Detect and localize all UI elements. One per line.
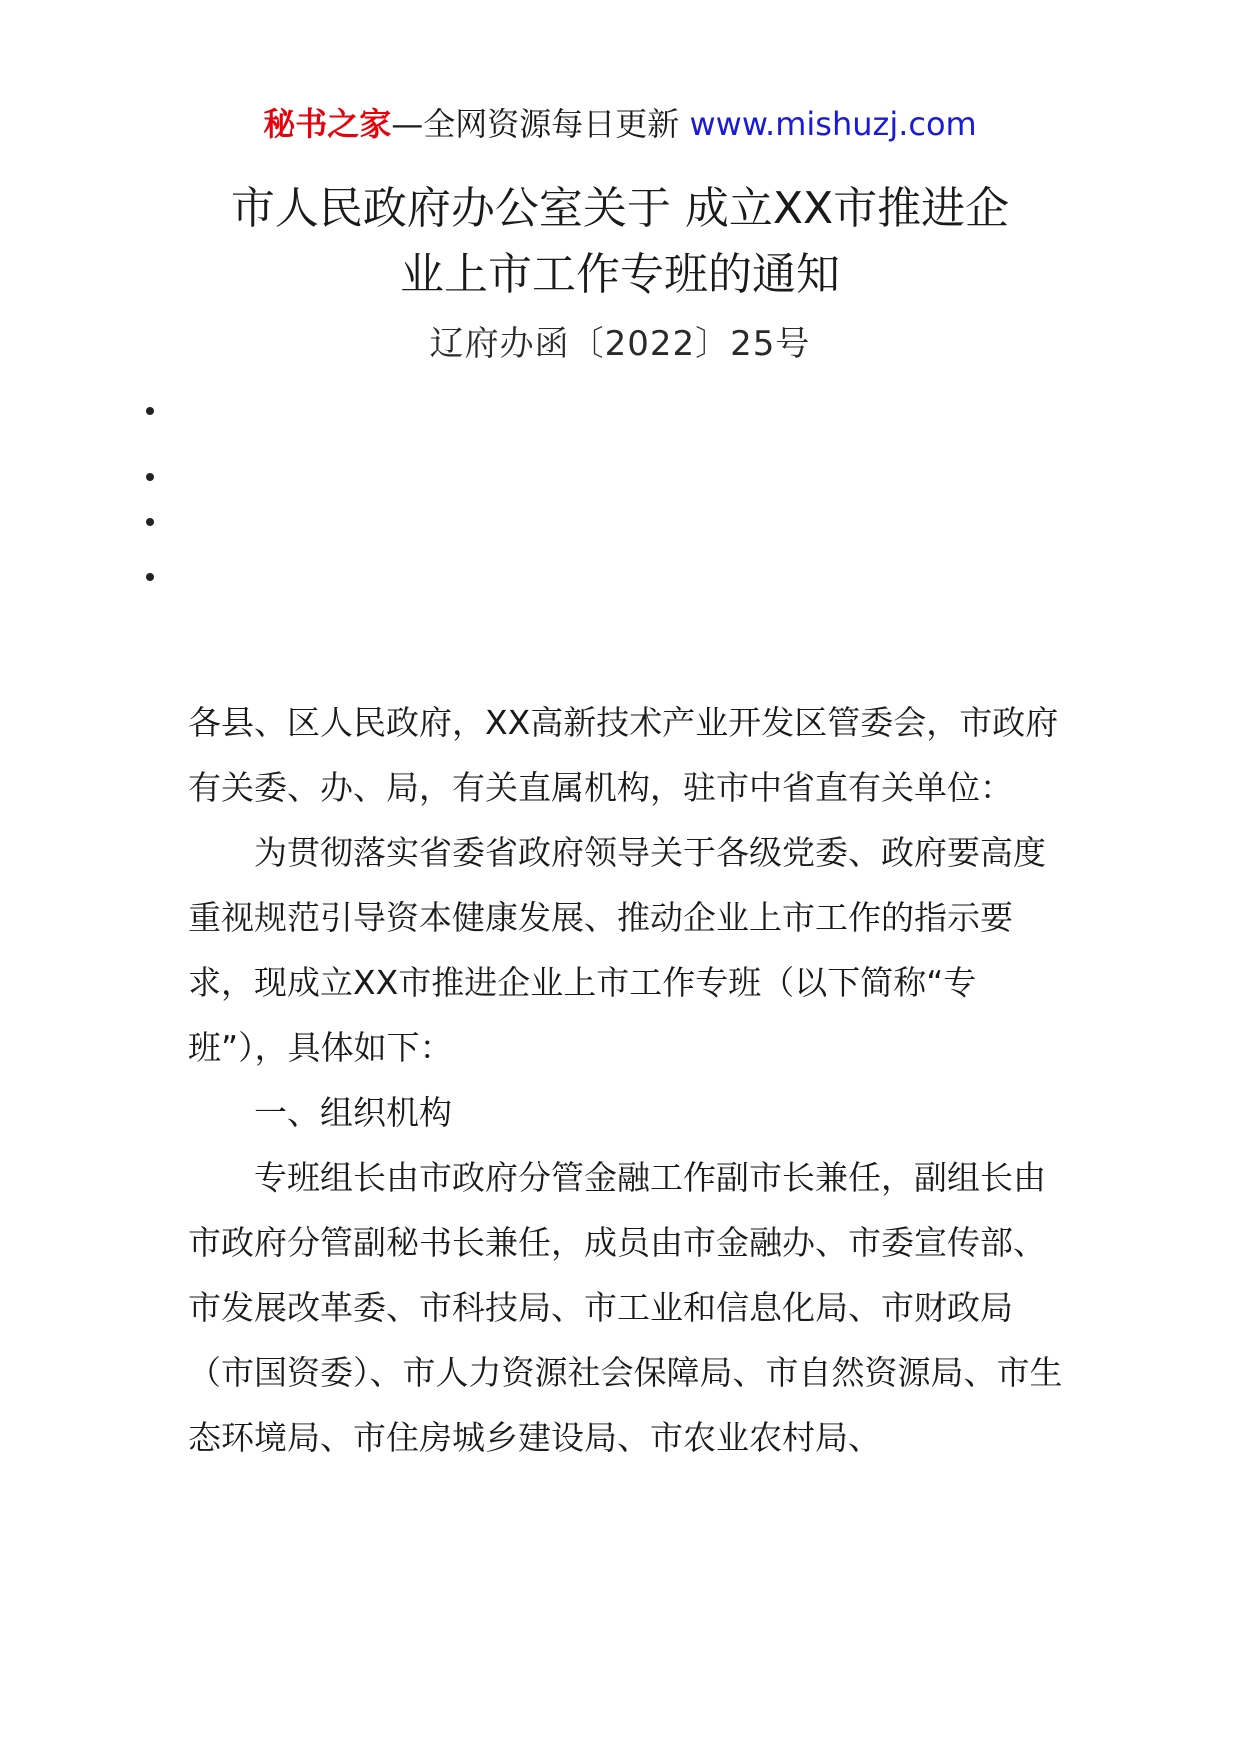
document-title-line-2: 业上市工作专班的通知 — [400, 249, 840, 300]
site-header — [0, 100, 1240, 148]
body-paragraph: 为贯彻落实省委省政府领导关于各级党委、政府要高度重视规范引导资本健康发展、推动企业上市工作的指示要求，现成立XX市推进企业上市工作专班（以下简称“专班”），具体如下： — [188, 833, 1046, 1067]
bullet-dot — [146, 518, 154, 526]
document-body — [188, 690, 1068, 1470]
addressee-paragraph: 各县、区人民政府，XX高新技术产业开发区管委会，市政府有关委、办、局，有关直属机构，驻市中省直有关单位： — [188, 703, 1059, 807]
section-heading: 一、组织机构 — [254, 1093, 452, 1132]
bullet-dot — [146, 473, 154, 481]
site-url-link[interactable]: www.mishuzj.com — [689, 105, 977, 143]
bullet-dot — [146, 407, 154, 415]
header-tagline: —全网资源每日更新 — [391, 105, 680, 143]
body-paragraph: 专班组长由市政府分管金融工作副市长兼任，副组长由市政府分管副秘书长兼任，成员由市金融办、市委宣传部、市发展改革委、市科技局、市工业和信息化局、市财政局（市国资委）、市人力资源社会保障局、市自然资源局、市生态环境局、市住房城乡建设局、市农业农村局、 — [188, 1158, 1063, 1457]
bullet-dot — [146, 573, 154, 581]
document-number: 辽府办函〔2022〕25号 — [429, 324, 811, 364]
document-title-line-1: 市人民政府办公室关于 成立XX市推进企 — [230, 183, 1010, 234]
document-title — [0, 176, 1240, 308]
brand-name: 秘书之家 — [263, 105, 392, 143]
